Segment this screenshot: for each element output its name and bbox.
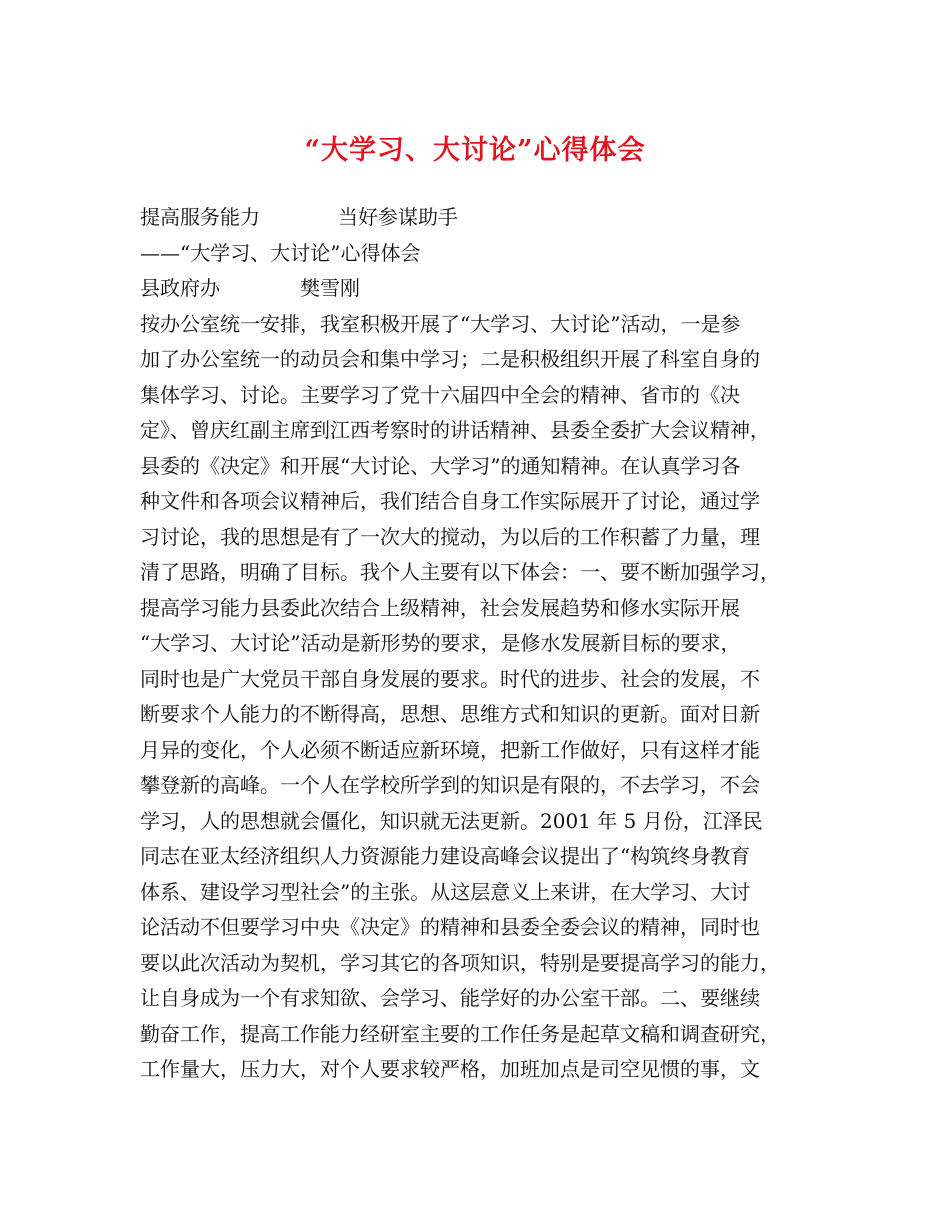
body-line: 同志在亚太经济组织人力资源能力建设高峰会议提出了“构筑终身教育 [140, 844, 751, 868]
body-line: 习讨论，我的思想是有了一次大的搅动，为以后的工作积蓄了力量，理 [140, 524, 760, 549]
body-line: 学习，人的思想就会僵化，知识就无法更新。2001 年 5 月份，江泽民 [140, 808, 763, 833]
author-name: 樊雪刚 [300, 276, 360, 300]
author-line [140, 271, 820, 307]
body-line: 种文件和各项会议精神后，我们结合自身工作实际展开了讨论，通过学 [140, 489, 760, 513]
body-line: 体系、建设学习型社会”的主张。从这层意义上来讲，在大学习、大讨 [140, 879, 751, 904]
body-line: 月异的变化，个人必须不断适应新环境，把新工作做好，只有这样才能 [140, 737, 760, 762]
subtitle-left: 提高服务能力 [140, 205, 260, 229]
document-body [140, 200, 820, 1088]
body-line: 断要求个人能力的不断得高，思想、思维方式和知识的更新。面对日新 [140, 702, 760, 726]
document-title: “大学习、大讨论”心得体会 [304, 135, 646, 166]
subtitle-right: 当好参谋助手 [338, 205, 458, 229]
body-line: 要以此次活动为契机，学习其它的各项知识，特别是要提高学习的能力， [140, 950, 780, 975]
body-line: 集体学习、讨论。主要学习了党十六届四中全会的精神、省市的《决 [140, 382, 740, 407]
body-line: 让自身成为一个有求知欲、会学习、能学好的办公室干部。二、要继续 [140, 986, 760, 1010]
author-unit: 县政府办 [140, 276, 220, 300]
subtitle-line [140, 200, 820, 236]
body-line: 攀登新的高峰。一个人在学校所学到的知识是有限的，不去学习，不会 [140, 773, 760, 797]
body-line: 勤奋工作，提高工作能力经研室主要的工作任务是起草文稿和调查研究， [140, 1021, 780, 1046]
body-line: 提高学习能力县委此次结合上级精神，社会发展趋势和修水实际开展 [140, 595, 740, 620]
body-line: 论活动不但要学习中央《决定》的精神和县委全委会议的精神，同时也 [140, 915, 760, 939]
body-line: 定》、曾庆红副主席到江西考察时的讲话精神、县委全委扩大会议精神， [140, 418, 770, 442]
body-line: 县委的《决定》和开展“大讨论、大学习”的通知精神。在认真学习各 [140, 453, 741, 478]
body-line: 加了办公室统一的动员会和集中学习；二是积极组织开展了科室自身的 [140, 347, 760, 371]
body-line: 工作量大，压力大，对个人要求较严格，加班加点是司空见惯的事，文 [140, 1057, 760, 1081]
body-line: 同时也是广大党员干部自身发展的要求。时代的进步、社会的发展，不 [140, 666, 760, 691]
body-line: 按办公室统一安排，我室积极开展了“大学习、大讨论”活动，一是参 [140, 311, 741, 336]
body-line: 清了思路，明确了目标。我个人主要有以下体会：一、要不断加强学习， [140, 560, 780, 584]
body-line: “大学习、大讨论”活动是新形势的要求，是修水发展新目标的要求， [140, 631, 741, 655]
subtitle-line-2: ——“大学习、大讨论”心得体会 [140, 240, 421, 265]
